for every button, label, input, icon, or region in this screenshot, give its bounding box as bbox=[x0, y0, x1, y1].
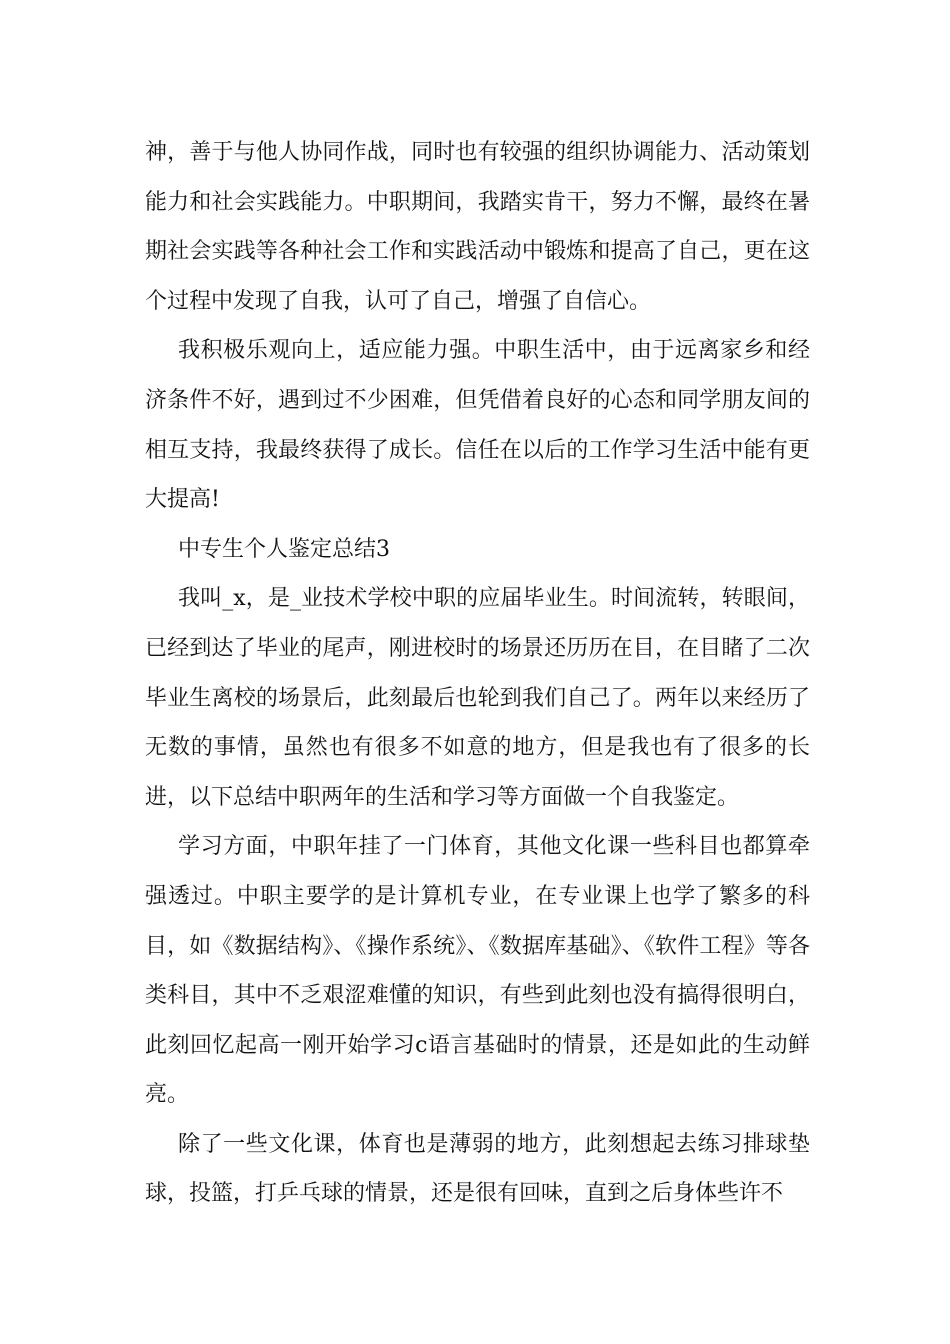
paragraph-introduction: 我叫_x，是_业技术学校中职的应届毕业生。时间流转，转眼间，已经到达了毕业的尾声，刚进校时的场景还历历在目，在目睹了二次毕业生离校的场景后，此刻最后也轮到我们自己了。两年以来经历了无数的事情，虽然也有很多不如意的地方，但是我也有了很多的长进，以下总结中职两年的生活和学习等方面做一个自我鉴定。 bbox=[145, 586, 810, 810]
section-heading: 中专生个人鉴定总结3 bbox=[178, 536, 390, 562]
paragraph-attitude: 我积极乐观向上，适应能力强。中职生活中，由于远离家乡和经济条件不好，遇到过不少困难，但凭借着良好的心态和同学朋友间的相互支持，我最终获得了成长。信任在以后的工作学习生活中能有更大提高! bbox=[145, 338, 810, 513]
paragraph-study: 学习方面，中职年挂了一门体育，其他文化课一些科目也都算牵强透过。中职主要学的是计算机专业，在专业课上也学了繁多的科目，如《数据结构》、《操作系统》、《数据库基础》、《软件工程》等各类科目，其中不乏艰涩难懂的知识，有些到此刻也没有搞得很明白，此刻回忆起高一刚开始学习c语言基础时的情景，还是如此的生动鲜亮。 bbox=[145, 834, 810, 1108]
paragraph-sports: 除了一些文化课，体育也是薄弱的地方，此刻想起去练习排球垫球，投篮，打乒乓球的情景，还是很有回味，直到之后身体些许不 bbox=[145, 1131, 810, 1207]
paragraph-continuation: 神，善于与他人协同作战，同时也有较强的组织协调能力、活动策划能力和社会实践能力。中职期间，我踏实肯干，努力不懈，最终在暑期社会实践等各种社会工作和实践活动中锻炼和提高了自己，更在这个过程中发现了自我，认可了自己，增强了自信心。 bbox=[145, 140, 810, 314]
document-body bbox=[145, 128, 810, 1219]
